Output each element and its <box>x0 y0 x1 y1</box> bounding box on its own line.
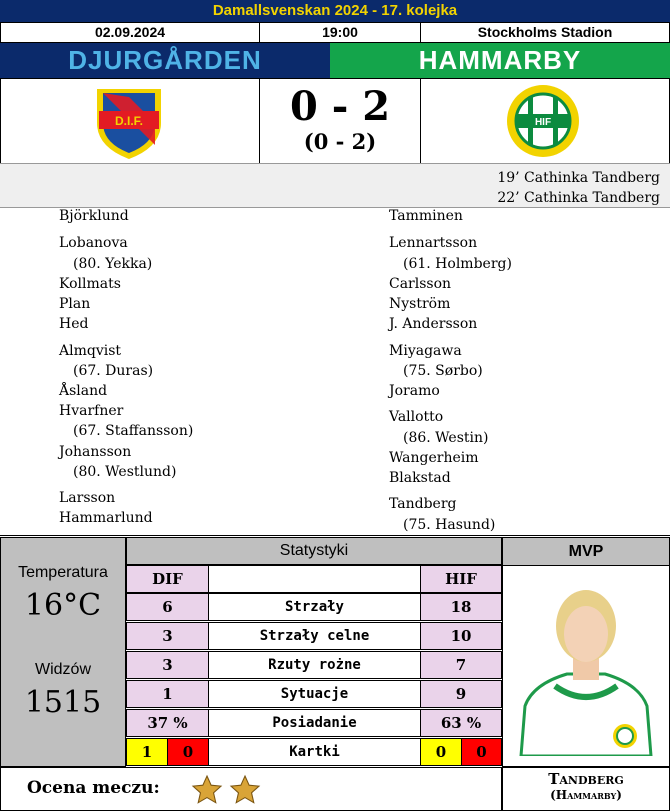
player-substitution: (67. Staffansson) <box>73 423 194 439</box>
stat-label: Rzuty rożne <box>208 651 421 679</box>
rating-stars <box>191 774 261 806</box>
player-name: Miyagawa <box>389 343 462 359</box>
league-title: Damallsvenskan 2024 - 17. kolejka <box>0 0 670 22</box>
match-time: 19:00 <box>259 22 421 43</box>
player-name: Joramo <box>389 383 440 399</box>
djurgarden-logo <box>93 85 165 161</box>
lineups-section <box>0 208 670 536</box>
match-date: 02.09.2024 <box>0 22 260 43</box>
player-name: Hed <box>59 316 89 332</box>
mvp-name: Tandberg <box>548 770 624 788</box>
home-red-cards: 0 <box>167 738 209 766</box>
player-name: Larsson <box>59 490 116 506</box>
player-substitution: (61. Holmberg) <box>403 256 512 272</box>
rating-label: Ocena meczu: <box>27 778 160 798</box>
attendance-value: 1515 <box>24 685 102 720</box>
mvp-team: (Hammarby) <box>550 788 622 802</box>
stat-home-value: 3 <box>126 651 209 679</box>
hammarby-logo <box>501 81 585 163</box>
player-name: Blakstad <box>389 470 451 486</box>
stats-table <box>126 537 502 767</box>
player-name: Nyström <box>389 296 451 312</box>
player-substitution: (80. Westlund) <box>73 464 177 480</box>
scorers-section <box>0 163 670 208</box>
stat-label: Posiadanie <box>208 709 421 737</box>
player-substitution: (86. Westin) <box>403 430 489 446</box>
home-yellow-cards: 1 <box>126 738 168 766</box>
star-icon <box>229 774 261 806</box>
player-name: Tandberg <box>389 496 457 512</box>
stat-away-value: 9 <box>420 680 502 708</box>
stat-home-value: 1 <box>126 680 209 708</box>
rating-bar <box>0 767 502 811</box>
player-name: Wangerheim <box>389 450 479 466</box>
attendance-label: Widzów <box>34 661 91 678</box>
temperature-value: 16°C <box>24 588 102 623</box>
player-name: Vallotto <box>389 409 444 425</box>
player-name: Plan <box>59 296 91 312</box>
away-logo-text: HIF <box>534 117 552 128</box>
player-substitution: (67. Duras) <box>73 363 154 379</box>
away-yellow-cards: 0 <box>420 738 462 766</box>
player-name: Tamminen <box>389 208 463 224</box>
home-team-name: DJURGÅRDEN <box>0 43 330 78</box>
stat-home-value: 6 <box>126 593 209 621</box>
away-team-name: HAMMARBY <box>330 43 670 78</box>
stat-label: Sytuacje <box>208 680 421 708</box>
player-name: Almqvist <box>59 343 122 359</box>
stat-home-value: 3 <box>126 622 209 650</box>
away-abbr: HIF <box>420 565 502 593</box>
temperature-label: Temperatura <box>18 564 108 581</box>
player-name: Åsland <box>59 383 108 399</box>
stat-away-value: 7 <box>420 651 502 679</box>
home-abbr: DIF <box>126 565 209 593</box>
cards-label: Kartki <box>208 738 421 766</box>
home-logo-cell <box>0 78 260 164</box>
player-name: Carlsson <box>389 276 452 292</box>
weather-panel <box>0 537 126 767</box>
player-name: Hvarfner <box>59 403 124 419</box>
player-name: Johansson <box>59 444 132 460</box>
mvp-panel <box>502 537 670 767</box>
score-cell <box>259 78 421 164</box>
player-name: Björklund <box>59 208 129 224</box>
player-name: J. Andersson <box>389 316 478 332</box>
stats-header-blank <box>208 565 421 593</box>
scorers-list <box>497 168 660 208</box>
stat-label: Strzały celne <box>208 622 421 650</box>
away-logo-cell <box>420 78 670 164</box>
player-name: Lobanova <box>59 235 128 251</box>
stats-title: Statystyki <box>126 537 502 565</box>
home-logo-text: D.I.F. <box>114 114 144 128</box>
player-name: Lennartsson <box>389 235 478 251</box>
player-name: Kollmats <box>59 276 121 292</box>
star-icon <box>191 774 223 806</box>
match-venue: Stockholms Stadion <box>420 22 670 43</box>
player-substitution: (75. Sørbo) <box>403 363 483 379</box>
mvp-name-cell <box>502 767 670 811</box>
stat-home-value: 37 % <box>126 709 209 737</box>
stat-away-value: 63 % <box>420 709 502 737</box>
half-time-score: (0 - 2) <box>303 129 377 154</box>
scorer-line: 22’ Cathinka Tandberg <box>497 190 660 206</box>
mvp-title: MVP <box>503 538 669 566</box>
stat-away-value: 18 <box>420 593 502 621</box>
full-time-score: 0 - 2 <box>289 83 391 130</box>
scorer-line: 19’ Cathinka Tandberg <box>497 170 660 186</box>
stat-away-value: 10 <box>420 622 502 650</box>
player-substitution: (75. Hasund) <box>403 517 496 533</box>
player-name: Hammarlund <box>59 510 153 526</box>
player-substitution: (80. Yekka) <box>73 256 153 272</box>
stat-label: Strzały <box>208 593 421 621</box>
away-red-cards: 0 <box>461 738 502 766</box>
mvp-player-photo <box>511 576 661 756</box>
